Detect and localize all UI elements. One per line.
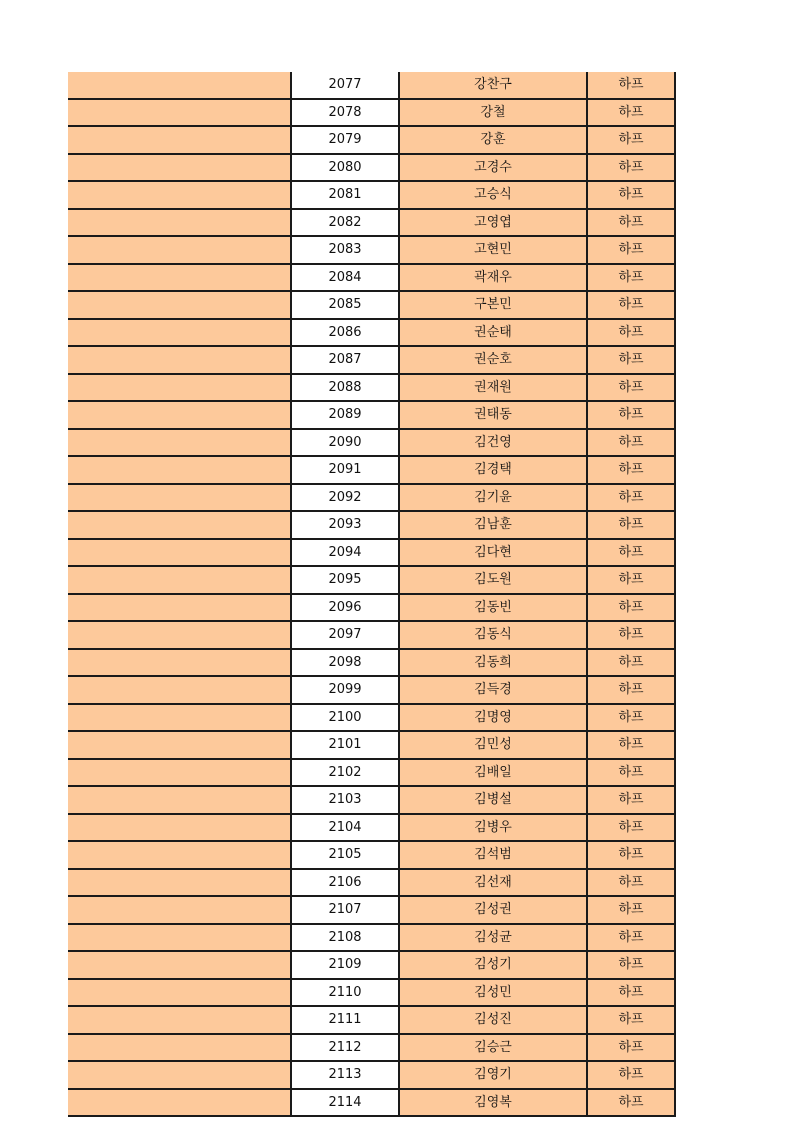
bib-number-cell: 2094 [291,539,399,567]
bib-number-cell: 2109 [291,951,399,979]
bib-number-cell: 2085 [291,291,399,319]
bib-number-cell: 2089 [291,401,399,429]
bib-number-cell: 2096 [291,594,399,622]
category-cell: 하프 [587,181,675,209]
category-cell: 하프 [587,291,675,319]
runner-name-cell: 김성민 [399,979,587,1007]
bib-number-cell: 2083 [291,236,399,264]
blank-cell [68,621,291,649]
blank-cell [68,841,291,869]
blank-cell [68,374,291,402]
blank-cell [68,704,291,732]
bib-number-cell: 2078 [291,99,399,127]
category-cell: 하프 [587,456,675,484]
table-row [68,759,675,787]
runner-name-cell: 김건영 [399,429,587,457]
runner-name-cell: 강훈 [399,126,587,154]
blank-cell [68,814,291,842]
runner-name-cell: 권재원 [399,374,587,402]
category-cell: 하프 [587,731,675,759]
table-row [68,1034,675,1062]
runner-name-cell: 권순호 [399,346,587,374]
bib-number-cell: 2082 [291,209,399,237]
runner-name-cell: 김배일 [399,759,587,787]
bib-number-cell: 2077 [291,72,399,99]
table-row [68,374,675,402]
bib-number-cell: 2099 [291,676,399,704]
table-row [68,594,675,622]
category-cell: 하프 [587,99,675,127]
runner-name-cell: 김병우 [399,814,587,842]
table-row [68,649,675,677]
category-cell: 하프 [587,264,675,292]
table-row [68,676,675,704]
category-cell: 하프 [587,236,675,264]
category-cell: 하프 [587,566,675,594]
category-cell: 하프 [587,1034,675,1062]
category-cell: 하프 [587,759,675,787]
table-row [68,401,675,429]
runner-name-cell: 김다현 [399,539,587,567]
blank-cell [68,566,291,594]
category-cell: 하프 [587,621,675,649]
blank-cell [68,264,291,292]
runner-name-cell: 고영엽 [399,209,587,237]
bib-number-cell: 2108 [291,924,399,952]
blank-cell [68,99,291,127]
category-cell: 하프 [587,209,675,237]
blank-cell [68,72,291,99]
runner-name-cell: 김성기 [399,951,587,979]
category-cell: 하프 [587,1089,675,1117]
runner-name-cell: 강찬구 [399,72,587,99]
runner-name-cell: 김영기 [399,1061,587,1089]
runner-name-cell: 김석범 [399,841,587,869]
table-row [68,814,675,842]
bib-number-cell: 2111 [291,1006,399,1034]
category-cell: 하프 [587,319,675,347]
blank-cell [68,676,291,704]
runner-name-cell: 김병설 [399,786,587,814]
category-cell: 하프 [587,594,675,622]
blank-cell [68,456,291,484]
category-cell: 하프 [587,676,675,704]
table-row [68,429,675,457]
bib-number-cell: 2103 [291,786,399,814]
roster-table [68,72,676,1117]
category-cell: 하프 [587,841,675,869]
category-cell: 하프 [587,72,675,99]
blank-cell [68,1089,291,1117]
bib-number-cell: 2100 [291,704,399,732]
blank-cell [68,786,291,814]
runner-name-cell: 김동빈 [399,594,587,622]
bib-number-cell: 2114 [291,1089,399,1117]
table-row [68,126,675,154]
runner-name-cell: 고경수 [399,154,587,182]
table-row [68,346,675,374]
blank-cell [68,896,291,924]
runner-name-cell: 김남훈 [399,511,587,539]
bib-number-cell: 2102 [291,759,399,787]
bib-number-cell: 2107 [291,896,399,924]
category-cell: 하프 [587,484,675,512]
bib-number-cell: 2084 [291,264,399,292]
table-row [68,209,675,237]
table-row [68,1061,675,1089]
blank-cell [68,759,291,787]
table-row [68,539,675,567]
table-row [68,731,675,759]
bib-number-cell: 2098 [291,649,399,677]
category-cell: 하프 [587,511,675,539]
runner-name-cell: 김영복 [399,1089,587,1117]
bib-number-cell: 2092 [291,484,399,512]
category-cell: 하프 [587,539,675,567]
bib-number-cell: 2112 [291,1034,399,1062]
runner-name-cell: 김선재 [399,869,587,897]
table-row [68,786,675,814]
runner-name-cell: 김경택 [399,456,587,484]
category-cell: 하프 [587,951,675,979]
runner-name-cell: 김성권 [399,896,587,924]
blank-cell [68,649,291,677]
category-cell: 하프 [587,924,675,952]
blank-cell [68,511,291,539]
blank-cell [68,346,291,374]
category-cell: 하프 [587,814,675,842]
blank-cell [68,154,291,182]
blank-cell [68,979,291,1007]
runner-name-cell: 권태동 [399,401,587,429]
category-cell: 하프 [587,979,675,1007]
blank-cell [68,869,291,897]
bib-number-cell: 2087 [291,346,399,374]
table-row [68,484,675,512]
runner-name-cell: 김명영 [399,704,587,732]
blank-cell [68,594,291,622]
runner-name-cell: 김기윤 [399,484,587,512]
blank-cell [68,401,291,429]
bib-number-cell: 2081 [291,181,399,209]
runner-name-cell: 강철 [399,99,587,127]
table-row [68,456,675,484]
blank-cell [68,291,291,319]
category-cell: 하프 [587,896,675,924]
category-cell: 하프 [587,869,675,897]
bib-number-cell: 2105 [291,841,399,869]
bib-number-cell: 2091 [291,456,399,484]
bib-number-cell: 2079 [291,126,399,154]
runner-name-cell: 김득경 [399,676,587,704]
blank-cell [68,429,291,457]
runner-name-cell: 김민성 [399,731,587,759]
bib-number-cell: 2095 [291,566,399,594]
blank-cell [68,1034,291,1062]
blank-cell [68,181,291,209]
runner-name-cell: 고현민 [399,236,587,264]
runner-name-cell: 김성진 [399,1006,587,1034]
bib-number-cell: 2093 [291,511,399,539]
blank-cell [68,731,291,759]
runner-name-cell: 권순태 [399,319,587,347]
table-row [68,869,675,897]
bib-number-cell: 2088 [291,374,399,402]
table-row [68,841,675,869]
blank-cell [68,319,291,347]
category-cell: 하프 [587,649,675,677]
table-row [68,72,675,99]
table-row [68,704,675,732]
runner-name-cell: 김도원 [399,566,587,594]
runner-name-cell: 구본민 [399,291,587,319]
table-row [68,154,675,182]
table-row [68,1006,675,1034]
category-cell: 하프 [587,1006,675,1034]
table-row [68,1089,675,1117]
bib-number-cell: 2090 [291,429,399,457]
table-row [68,896,675,924]
table-row [68,99,675,127]
table-row [68,621,675,649]
category-cell: 하프 [587,154,675,182]
bib-number-cell: 2113 [291,1061,399,1089]
runner-name-cell: 김승근 [399,1034,587,1062]
blank-cell [68,236,291,264]
blank-cell [68,484,291,512]
table-row [68,924,675,952]
category-cell: 하프 [587,401,675,429]
table-row [68,319,675,347]
category-cell: 하프 [587,346,675,374]
table-row [68,979,675,1007]
roster-body [68,72,675,1116]
category-cell: 하프 [587,374,675,402]
bib-number-cell: 2104 [291,814,399,842]
bib-number-cell: 2080 [291,154,399,182]
table-row [68,236,675,264]
bib-number-cell: 2086 [291,319,399,347]
bib-number-cell: 2110 [291,979,399,1007]
category-cell: 하프 [587,126,675,154]
blank-cell [68,209,291,237]
table-row [68,511,675,539]
category-cell: 하프 [587,786,675,814]
blank-cell [68,951,291,979]
bib-number-cell: 2106 [291,869,399,897]
table-row [68,566,675,594]
runner-name-cell: 곽재우 [399,264,587,292]
blank-cell [68,126,291,154]
table-row [68,951,675,979]
table-row [68,291,675,319]
blank-cell [68,539,291,567]
category-cell: 하프 [587,1061,675,1089]
category-cell: 하프 [587,429,675,457]
category-cell: 하프 [587,704,675,732]
table-row [68,264,675,292]
blank-cell [68,924,291,952]
runner-name-cell: 고승식 [399,181,587,209]
blank-cell [68,1006,291,1034]
blank-cell [68,1061,291,1089]
runner-name-cell: 김동식 [399,621,587,649]
bib-number-cell: 2101 [291,731,399,759]
runner-name-cell: 김성균 [399,924,587,952]
runner-name-cell: 김동희 [399,649,587,677]
bib-number-cell: 2097 [291,621,399,649]
table-row [68,181,675,209]
